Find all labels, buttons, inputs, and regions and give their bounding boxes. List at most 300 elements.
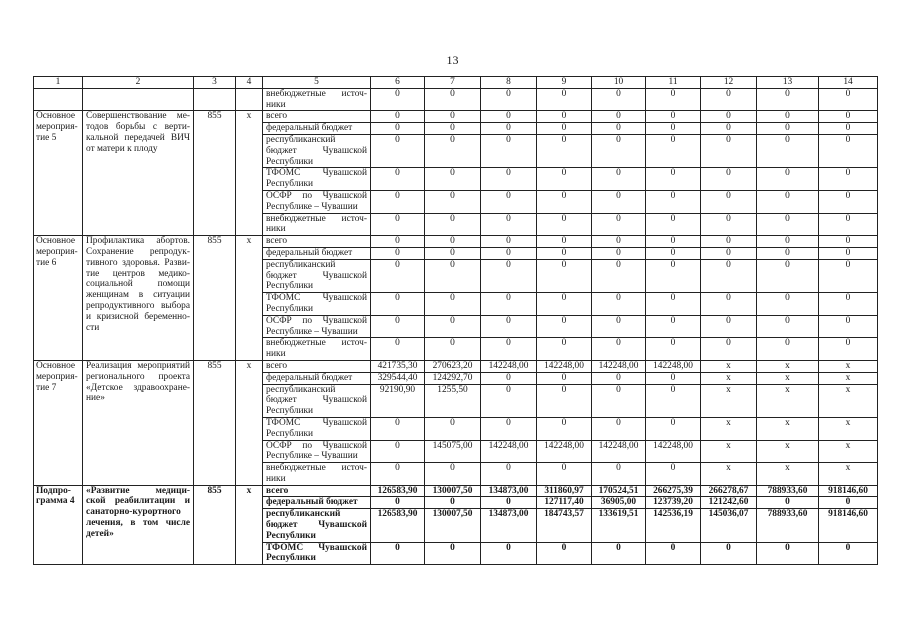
event-name-cell — [83, 485, 194, 565]
value-cell: 0 — [537, 123, 592, 135]
text-line: Республики — [266, 530, 316, 541]
value-cell: 0 — [757, 542, 819, 565]
value-cell: 0 — [371, 417, 425, 440]
funding-source-cell — [263, 134, 371, 167]
value-cell: х — [757, 384, 819, 417]
text-line: мероприя- — [36, 246, 78, 257]
text-line: 855 — [207, 485, 222, 496]
value-cell: х — [819, 384, 878, 417]
budget-table — [33, 76, 878, 565]
text-line: х — [246, 236, 252, 247]
text-line: ской реабилитации и — [86, 496, 190, 507]
text-line: ОСФР по Чувашской — [266, 315, 367, 326]
value-cell: 0 — [757, 111, 819, 123]
text-line: Республики — [266, 281, 314, 292]
text-line: ТФОМС Чувашской — [266, 542, 367, 553]
value-cell: 0 — [646, 168, 701, 191]
text-line: федеральный бюджет — [266, 247, 353, 258]
text-line: мероприя- — [36, 371, 78, 382]
value-cell: х — [757, 360, 819, 372]
value-cell: 266275,39 — [646, 485, 701, 497]
text-line: Республики — [266, 303, 314, 314]
value-cell: х — [701, 463, 757, 486]
value-cell: 0 — [819, 168, 878, 191]
value-cell: 0 — [646, 190, 701, 213]
value-cell: 134873,00 — [481, 509, 537, 542]
text-line: лечения, в том числе — [86, 518, 190, 529]
value-cell: х — [819, 440, 878, 463]
value-cell: 918146,60 — [819, 485, 878, 497]
value-cell: 0 — [701, 315, 757, 338]
header-cell: 1 — [34, 77, 83, 89]
value-cell: 127117,40 — [537, 497, 592, 509]
header-cell: 12 — [701, 77, 757, 89]
header-cell: 14 — [819, 77, 878, 89]
value-cell: 0 — [592, 384, 646, 417]
text-line: внебюджетные источ- — [266, 463, 367, 474]
text-line: тие центров медико- — [86, 268, 190, 279]
value-cell: 0 — [371, 338, 425, 361]
grbs-code-cell — [194, 236, 236, 361]
value-cell: х — [757, 463, 819, 486]
text-line: «Развитие медици- — [86, 485, 190, 496]
value-cell: 0 — [371, 88, 425, 111]
event-name-cell — [83, 236, 194, 361]
funding-source-cell — [263, 509, 371, 542]
value-cell: 170524,51 — [592, 485, 646, 497]
table-row — [34, 88, 878, 111]
value-cell: 0 — [819, 315, 878, 338]
funding-source-cell — [263, 338, 371, 361]
value-cell: 311860,97 — [537, 485, 592, 497]
value-cell: 145075,00 — [425, 440, 481, 463]
value-cell: 0 — [537, 417, 592, 440]
header-cell: 9 — [537, 77, 592, 89]
value-cell: 0 — [371, 315, 425, 338]
text-line: 855 — [207, 236, 222, 247]
value-cell: 145036,07 — [701, 509, 757, 542]
funding-source-cell — [263, 123, 371, 135]
empty-cell — [34, 88, 83, 111]
value-cell: х — [819, 360, 878, 372]
value-cell: 0 — [481, 247, 537, 259]
value-cell: 0 — [646, 259, 701, 292]
text-line: детей» — [86, 528, 114, 539]
value-cell: х — [819, 463, 878, 486]
value-cell: 0 — [701, 134, 757, 167]
value-cell: 788933,60 — [757, 509, 819, 542]
text-line: Основное — [36, 360, 76, 371]
value-cell: 0 — [371, 236, 425, 248]
table-row — [34, 111, 878, 123]
text-line: женщинам в ситуации — [86, 290, 190, 301]
value-cell: 0 — [757, 247, 819, 259]
header-cell: 6 — [371, 77, 425, 89]
value-cell: 0 — [757, 168, 819, 191]
value-cell: 0 — [537, 134, 592, 167]
value-cell: 0 — [371, 293, 425, 316]
value-cell: 92190,90 — [371, 384, 425, 417]
event-type-cell — [34, 360, 83, 485]
value-cell: 0 — [701, 293, 757, 316]
funding-source-cell — [263, 417, 371, 440]
mark-cell — [236, 485, 263, 565]
text-line: х — [246, 111, 252, 122]
mark-cell — [236, 360, 263, 485]
value-cell: 123739,20 — [646, 497, 701, 509]
value-cell: 0 — [537, 259, 592, 292]
table-header — [34, 77, 878, 89]
header-cell: 7 — [425, 77, 481, 89]
text-line: всего — [266, 485, 289, 496]
text-line: республиканский — [266, 259, 336, 270]
table-body — [34, 88, 878, 564]
value-cell: 0 — [592, 417, 646, 440]
value-cell: 126583,90 — [371, 509, 425, 542]
text-line: бюджет Чувашской — [266, 395, 367, 406]
text-line: республиканский — [266, 134, 336, 145]
text-line: 855 — [207, 360, 222, 371]
value-cell: 0 — [371, 213, 425, 236]
value-cell: 0 — [592, 168, 646, 191]
text-line: Профилактика абортов. — [86, 236, 190, 247]
value-cell: 0 — [646, 111, 701, 123]
value-cell: 0 — [819, 123, 878, 135]
value-cell: 0 — [701, 259, 757, 292]
text-line: Республике – Чувашии — [266, 451, 358, 462]
text-line: санаторно-курортного — [86, 507, 181, 518]
text-line: х — [246, 485, 252, 496]
value-cell: 0 — [537, 338, 592, 361]
value-cell: 142248,00 — [592, 360, 646, 372]
value-cell: х — [757, 440, 819, 463]
value-cell: х — [819, 417, 878, 440]
text-line: ники — [266, 473, 286, 484]
text-line: бюджет Чувашской — [266, 520, 367, 531]
value-cell: 0 — [646, 315, 701, 338]
value-cell: 270623,20 — [425, 360, 481, 372]
value-cell: 142248,00 — [481, 360, 537, 372]
funding-source-cell — [263, 259, 371, 292]
header-cell: 3 — [194, 77, 236, 89]
value-cell: 142248,00 — [537, 440, 592, 463]
value-cell: 0 — [819, 293, 878, 316]
value-cell: 0 — [537, 247, 592, 259]
funding-source-cell — [263, 88, 371, 111]
text-line: Республики — [266, 428, 314, 439]
value-cell: 0 — [819, 111, 878, 123]
value-cell: 0 — [646, 88, 701, 111]
value-cell: 0 — [481, 417, 537, 440]
value-cell: 0 — [646, 463, 701, 486]
value-cell: 0 — [701, 88, 757, 111]
value-cell: 0 — [592, 111, 646, 123]
value-cell: 0 — [425, 293, 481, 316]
value-cell: 0 — [481, 236, 537, 248]
value-cell: 0 — [371, 542, 425, 565]
value-cell: 0 — [537, 213, 592, 236]
text-line: Совершенствование ме- — [86, 111, 190, 122]
text-line: тие 5 — [36, 132, 57, 143]
text-line: бюджет Чувашской — [266, 270, 367, 281]
event-type-cell — [34, 236, 83, 361]
value-cell: 0 — [701, 213, 757, 236]
value-cell: 0 — [592, 123, 646, 135]
value-cell: 0 — [592, 463, 646, 486]
value-cell: 0 — [481, 338, 537, 361]
value-cell: 0 — [425, 463, 481, 486]
value-cell: 142248,00 — [646, 440, 701, 463]
text-line: 855 — [207, 111, 222, 122]
value-cell: 0 — [537, 168, 592, 191]
value-cell: 0 — [371, 134, 425, 167]
text-line: всего — [266, 236, 288, 247]
empty-cell — [236, 88, 263, 111]
mark-cell — [236, 236, 263, 361]
text-line: ТФОМС Чувашской — [266, 293, 367, 304]
value-cell: 0 — [425, 542, 481, 565]
funding-source-cell — [263, 190, 371, 213]
value-cell: 0 — [425, 123, 481, 135]
value-cell: 0 — [757, 338, 819, 361]
value-cell: 0 — [757, 315, 819, 338]
value-cell: 0 — [592, 259, 646, 292]
value-cell: 0 — [371, 259, 425, 292]
value-cell: 0 — [537, 111, 592, 123]
grbs-code-cell — [194, 485, 236, 565]
text-line: республиканский — [266, 384, 336, 395]
text-line: федеральный бюджет — [266, 497, 358, 508]
value-cell: 0 — [592, 247, 646, 259]
header-cell: 10 — [592, 77, 646, 89]
value-cell: 0 — [819, 190, 878, 213]
value-cell: 126583,90 — [371, 485, 425, 497]
text-line: ОСФР по Чувашской — [266, 440, 367, 451]
page-number: 13 — [446, 53, 459, 67]
text-line: ОСФР по Чувашской — [266, 190, 367, 201]
text-line: внебюджетные источ- — [266, 213, 367, 224]
value-cell: 0 — [537, 372, 592, 384]
value-cell: 36905,00 — [592, 497, 646, 509]
value-cell: 0 — [371, 123, 425, 135]
value-cell: 0 — [592, 293, 646, 316]
value-cell: 0 — [481, 111, 537, 123]
text-line: кальной передачей ВИЧ — [86, 132, 190, 143]
table-row — [34, 485, 878, 497]
value-cell: 0 — [481, 88, 537, 111]
header-cell: 11 — [646, 77, 701, 89]
value-cell: 0 — [701, 123, 757, 135]
value-cell: 0 — [757, 236, 819, 248]
text-line: Подпро- — [36, 485, 71, 496]
value-cell: 421735,30 — [371, 360, 425, 372]
text-line: всего — [266, 111, 288, 122]
value-cell: 0 — [701, 111, 757, 123]
value-cell: 142248,00 — [646, 360, 701, 372]
text-line: Основное — [36, 236, 76, 247]
value-cell: 0 — [481, 497, 537, 509]
text-line: тивного здоровья. Разви- — [86, 257, 190, 268]
value-cell: 0 — [481, 542, 537, 565]
value-cell: 0 — [646, 236, 701, 248]
text-line: и кризисной беременно- — [86, 311, 190, 322]
value-cell: 0 — [592, 372, 646, 384]
value-cell: 0 — [481, 123, 537, 135]
event-type-cell — [34, 111, 83, 236]
text-line: Республике – Чувашии — [266, 326, 358, 337]
value-cell: 0 — [646, 417, 701, 440]
text-line: мероприя- — [36, 122, 78, 133]
funding-source-cell — [263, 463, 371, 486]
value-cell: 0 — [646, 293, 701, 316]
text-line: Республики — [266, 179, 314, 190]
funding-source-cell — [263, 485, 371, 497]
value-cell: 0 — [425, 259, 481, 292]
value-cell: 0 — [425, 236, 481, 248]
funding-source-cell — [263, 440, 371, 463]
text-line: ники — [266, 224, 286, 235]
value-cell: 0 — [481, 213, 537, 236]
value-cell: 0 — [481, 463, 537, 486]
value-cell: х — [701, 440, 757, 463]
value-cell: 134873,00 — [481, 485, 537, 497]
value-cell: х — [701, 372, 757, 384]
text-line: республиканский — [266, 509, 341, 520]
value-cell: 0 — [757, 88, 819, 111]
value-cell: 0 — [646, 384, 701, 417]
value-cell: 0 — [592, 542, 646, 565]
value-cell: 0 — [646, 247, 701, 259]
funding-source-cell — [263, 236, 371, 248]
value-cell: 0 — [481, 315, 537, 338]
value-cell: 0 — [537, 315, 592, 338]
header-cell: 4 — [236, 77, 263, 89]
funding-source-cell — [263, 111, 371, 123]
value-cell: 0 — [592, 88, 646, 111]
table-header-row — [34, 77, 878, 89]
value-cell: 142248,00 — [481, 440, 537, 463]
value-cell: 142536,19 — [646, 509, 701, 542]
funding-source-cell — [263, 542, 371, 565]
value-cell: 0 — [592, 190, 646, 213]
value-cell: 0 — [481, 293, 537, 316]
value-cell: 130007,50 — [425, 509, 481, 542]
value-cell: 0 — [757, 213, 819, 236]
value-cell: 0 — [757, 293, 819, 316]
grbs-code-cell — [194, 111, 236, 236]
value-cell: 0 — [425, 417, 481, 440]
value-cell: 0 — [425, 190, 481, 213]
value-cell: 0 — [819, 88, 878, 111]
text-line: ТФОМС Чувашской — [266, 417, 367, 428]
value-cell: 0 — [819, 542, 878, 565]
value-cell: 184743,57 — [537, 509, 592, 542]
mark-cell — [236, 111, 263, 236]
text-line: от матери к плоду — [86, 143, 158, 154]
value-cell: 0 — [592, 134, 646, 167]
value-cell: 0 — [481, 190, 537, 213]
value-cell: 0 — [592, 236, 646, 248]
value-cell: 0 — [701, 247, 757, 259]
value-cell: 0 — [819, 497, 878, 509]
header-cell: 2 — [83, 77, 194, 89]
text-line: внебюджетные источ- — [266, 338, 367, 349]
value-cell: 133619,51 — [592, 509, 646, 542]
funding-source-cell — [263, 168, 371, 191]
text-line: бюджет Чувашской — [266, 145, 367, 156]
funding-source-cell — [263, 293, 371, 316]
text-line: ники — [266, 349, 286, 360]
text-line: «Детское здравоохране- — [86, 382, 190, 393]
value-cell: 0 — [537, 384, 592, 417]
value-cell: 0 — [701, 542, 757, 565]
event-name-cell — [83, 111, 194, 236]
value-cell: х — [701, 360, 757, 372]
value-cell: 0 — [425, 168, 481, 191]
value-cell: 0 — [537, 236, 592, 248]
value-cell: 142248,00 — [592, 440, 646, 463]
text-line: тие 7 — [36, 382, 57, 393]
value-cell: 0 — [757, 123, 819, 135]
value-cell: 0 — [819, 247, 878, 259]
value-cell: 266278,67 — [701, 485, 757, 497]
value-cell: 0 — [646, 338, 701, 361]
value-cell: 0 — [425, 247, 481, 259]
value-cell: 0 — [425, 213, 481, 236]
value-cell: 0 — [701, 236, 757, 248]
value-cell: 0 — [425, 134, 481, 167]
value-cell: 0 — [819, 338, 878, 361]
value-cell: 130007,50 — [425, 485, 481, 497]
value-cell: 121242,60 — [701, 497, 757, 509]
value-cell: 0 — [757, 190, 819, 213]
value-cell: 0 — [757, 134, 819, 167]
event-name-cell — [83, 360, 194, 485]
value-cell: 0 — [425, 338, 481, 361]
value-cell: х — [701, 384, 757, 417]
value-cell: 0 — [646, 213, 701, 236]
header-cell: 13 — [757, 77, 819, 89]
value-cell: 0 — [371, 111, 425, 123]
text-line: Республики — [266, 553, 316, 564]
value-cell: 0 — [481, 168, 537, 191]
value-cell: 0 — [371, 247, 425, 259]
value-cell: 0 — [592, 213, 646, 236]
value-cell: 0 — [701, 168, 757, 191]
value-cell: 0 — [371, 190, 425, 213]
value-cell: 0 — [819, 213, 878, 236]
text-line: сти — [86, 322, 100, 333]
value-cell: 0 — [371, 497, 425, 509]
funding-source-cell — [263, 360, 371, 372]
empty-cell — [194, 88, 236, 111]
value-cell: 0 — [425, 497, 481, 509]
value-cell: 0 — [646, 134, 701, 167]
value-cell: 788933,60 — [757, 485, 819, 497]
text-line: Основное — [36, 111, 76, 122]
value-cell: 0 — [819, 236, 878, 248]
event-type-cell — [34, 485, 83, 565]
text-line: грамма 4 — [36, 496, 75, 507]
value-cell: 0 — [537, 542, 592, 565]
value-cell: 0 — [371, 463, 425, 486]
text-line: регионального проекта — [86, 371, 190, 382]
value-cell: х — [757, 372, 819, 384]
funding-source-cell — [263, 247, 371, 259]
funding-source-cell — [263, 213, 371, 236]
value-cell: 124292,70 — [425, 372, 481, 384]
value-cell: 918146,60 — [819, 509, 878, 542]
